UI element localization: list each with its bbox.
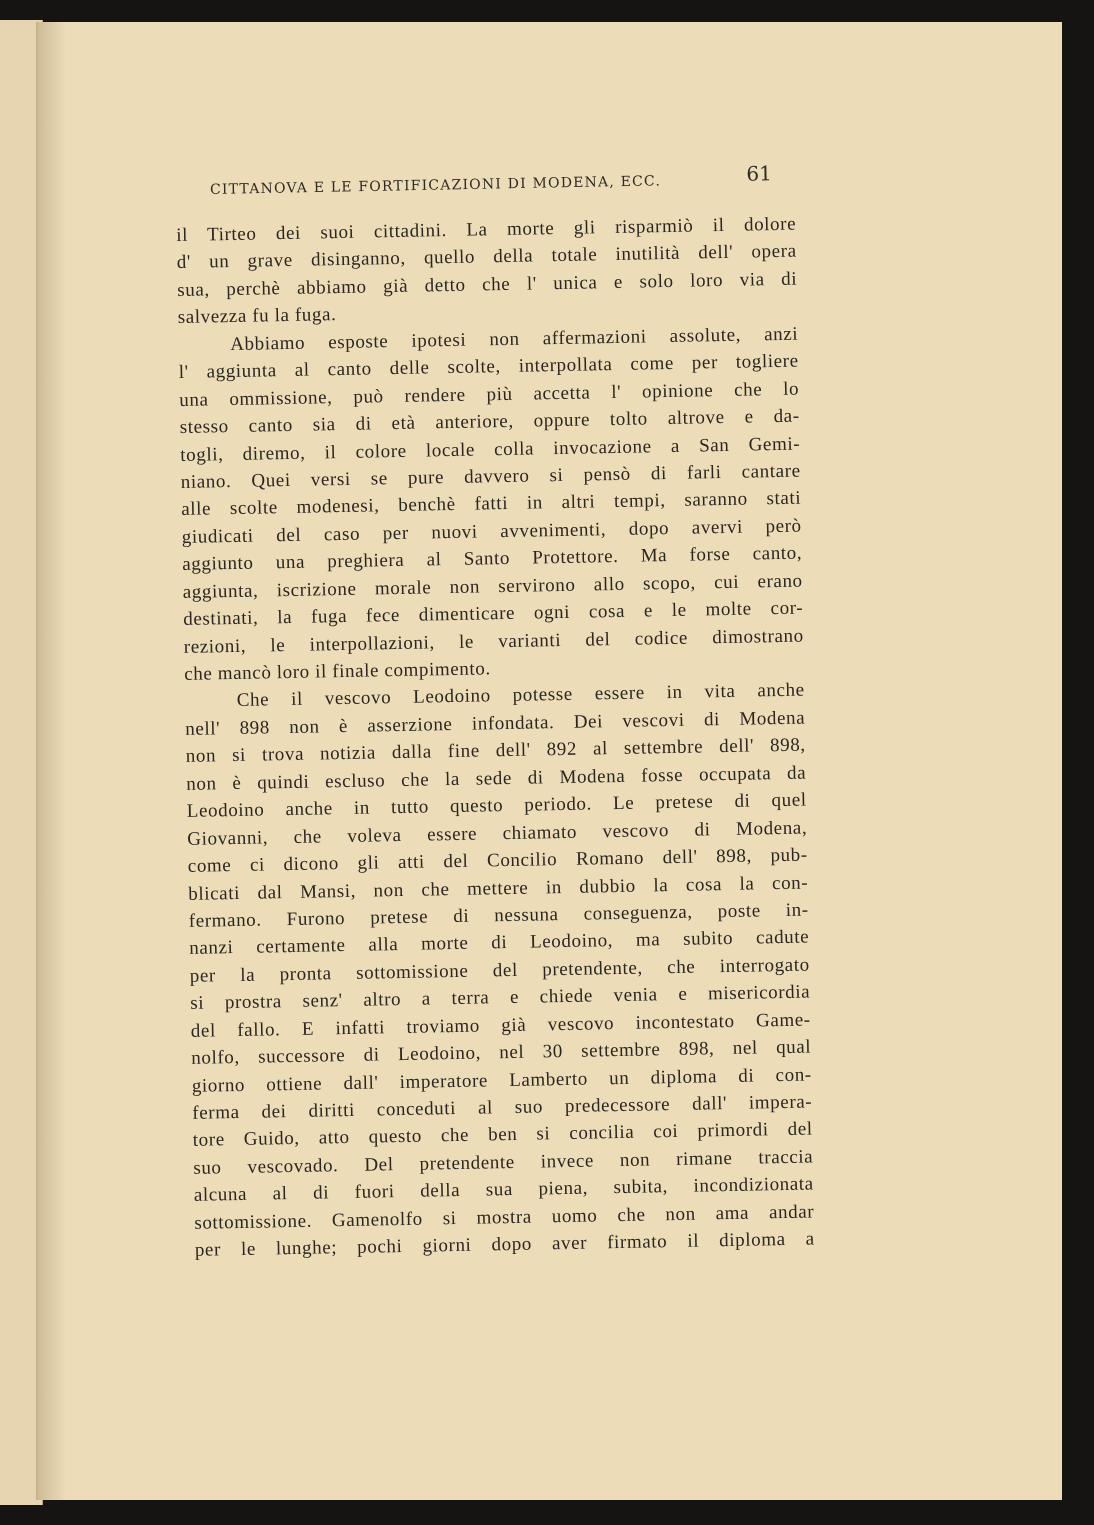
text-line: per le lunghe; pochi giorni dopo aver firmato il diploma a	[194, 1228, 815, 1262]
text-line: l' aggiunta al canto delle scolte, interpollata come per togliere	[178, 350, 799, 384]
text-line: tore Guido, atto questo che ben si concilia coi primordi del	[192, 1118, 813, 1152]
text-line: suo vescovado. Del pretendente invece non rimane traccia	[193, 1146, 814, 1179]
text-line: aggiunta, iscrizione morale non servirono allo scopo, cui erano	[182, 570, 803, 603]
text-line: che mancò loro il finale compimento.	[184, 658, 491, 685]
text-line: stesso canto sia di età anteriore, oppure tolto altrove e da-	[179, 405, 800, 439]
text-line: fermano. Furono pretese di nessuna conseguenza, poste in-	[188, 899, 809, 932]
text-line: nell' 898 non è asserzione infondata. Dei vescovi di Modena	[185, 707, 806, 740]
text-line: per la pronta sottomissione del pretendente, che interrogato	[189, 954, 810, 987]
text-line: giudicati del caso per nuovi avvenimenti, dopo avervi però	[181, 515, 802, 548]
text-line: niano. Quei versi se pure davvero si pensò di farli cantare	[180, 460, 801, 493]
body-text	[176, 211, 815, 1265]
running-head: CITTANOVA E LE FORTIFICAZIONI DI MODENA, ECC.	[209, 173, 662, 198]
text-line: una ommissione, può rendere più accetta l' opinione che lo	[179, 378, 800, 411]
text-line: d' un grave disinganno, quello della totale inutilità dell' opera	[176, 241, 797, 274]
text-line: giorno ottiene dall' imperatore Lamberto un diploma di con-	[191, 1064, 812, 1097]
text-line: alle scolte modenesi, benchè fatti in altri tempi, saranno stati	[181, 487, 802, 521]
text-line: rezioni, le interpollazioni, le varianti del codice dimostrano	[183, 625, 804, 658]
text-line: Abbiamo esposte ipotesi non affermazioni assolute, anzi	[230, 323, 799, 355]
text-line: salvezza fu la fuga.	[177, 304, 337, 329]
text-line: non è quindi escluso che la sede di Modena fosse occupata da	[186, 762, 807, 795]
text-line: sottomissione. Gamenolfo si mostra uomo che non ama andar	[194, 1201, 815, 1234]
text-line: blicati dal Mansi, non che mettere in dubbio la cosa la con-	[188, 872, 809, 905]
text-line: ferma dei diritti conceduti al suo predecessore dall' impera-	[192, 1091, 813, 1124]
page-number: 61	[746, 161, 773, 186]
text-line: aggiunto una preghiera al Santo Protettore. Ma forse canto,	[182, 542, 803, 576]
gutter-shadow	[38, 22, 66, 1500]
text-line: sua, perchè abbiamo già detto che l' unica e solo loro via di	[177, 268, 798, 301]
text-line: togli, diremo, il colore locale colla invocazione a San Gemi-	[180, 433, 801, 466]
text-line: del fallo. E infatti troviamo già vescovo incontestato Game-	[190, 1009, 811, 1042]
text-line: il Tirteo dei suoi cittadini. La morte gli risparmiò il dolore	[176, 213, 797, 246]
text-line: Leodoino anche in tutto questo periodo. Le pretese di quel	[186, 789, 807, 823]
text-line: nanzi certamente alla morte di Leodoino, ma subito cadute	[189, 926, 810, 960]
text-line: Che il vescovo Leodoino potesse essere in vita anche	[236, 679, 805, 712]
text-line: come ci dicono gli atti del Concilio Romano dell' 898, pub-	[187, 844, 808, 877]
text-line: alcuna al di fuori della sua piena, subita, incondizionata	[193, 1173, 814, 1207]
text-line: non si trova notizia dalla fine dell' 892 al settembre dell' 898,	[185, 734, 806, 768]
text-line: nolfo, successore di Leodoino, nel 30 settembre 898, nel qual	[191, 1036, 812, 1069]
text-line: Giovanni, che voleva essere chiamato vescovo di Modena,	[187, 817, 808, 850]
text-line: destinati, la fuga fece dimenticare ogni cosa e le molte cor-	[183, 597, 804, 631]
text-line: si prostra senz' altro a terra e chiede venia e misericordia	[190, 981, 811, 1015]
